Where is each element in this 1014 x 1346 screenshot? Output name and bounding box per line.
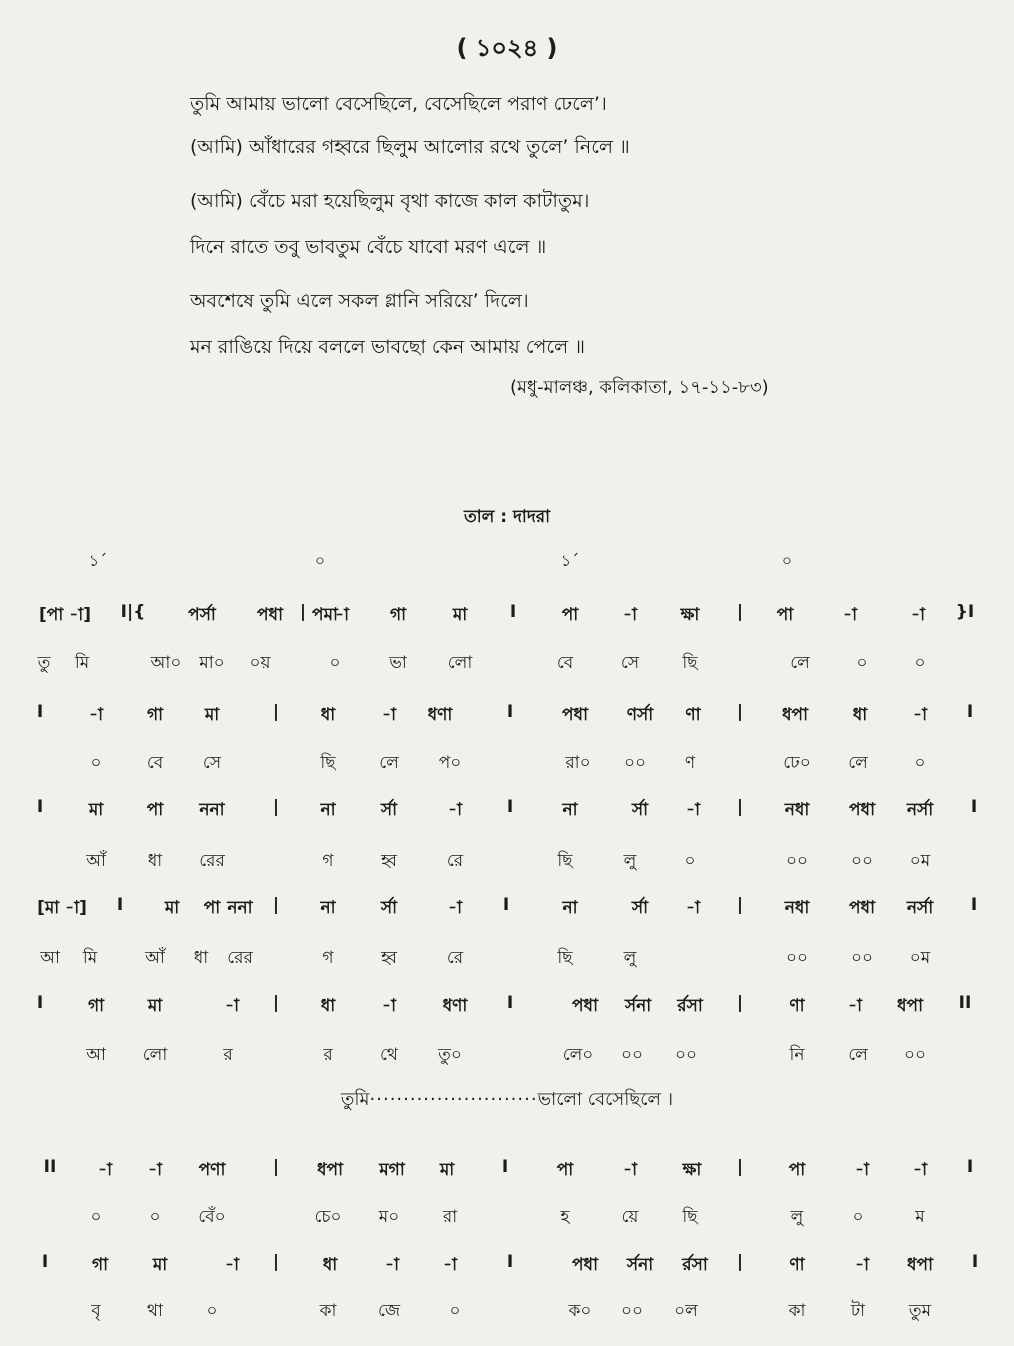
lyric-syllable: সে (202, 753, 222, 773)
sargam-note: I (36, 797, 44, 817)
lyric-syllable: বে (146, 753, 164, 773)
lyric-syllable: ০ (852, 1207, 864, 1227)
page-number: ( ১০২৪ ) (456, 34, 558, 62)
sargam-note: মা (147, 996, 163, 1016)
lyric-syllable: ০০ (620, 1301, 644, 1321)
sargam-note: -া (623, 605, 637, 625)
sargam-note: র্সা (380, 898, 398, 918)
sargam-note: | (272, 1157, 280, 1177)
lyric-row (0, 1298, 1014, 1328)
lyric-syllable: ক০ (568, 1301, 592, 1321)
sargam-note: -া (443, 1255, 457, 1275)
sargam-note: গা (87, 996, 105, 1016)
poem-line: অবশেষে তুমি এলে সকল গ্লানি সরিয়ে’ দিলে। (190, 290, 529, 312)
lyric-syllable: ০০ (850, 948, 874, 968)
lyric-syllable: মি (74, 653, 90, 673)
lyric-syllable: বৃ (91, 1301, 101, 1321)
lyric-syllable: জে (377, 1301, 401, 1321)
lyric-syllable: ণ (684, 753, 696, 773)
sargam-row (0, 1157, 1014, 1187)
sargam-note: I (41, 1252, 49, 1272)
lyric-syllable: লে০ (562, 1045, 594, 1065)
sargam-note: না (320, 800, 336, 820)
beat-marker: ১´ (560, 551, 580, 570)
sargam-note: I (36, 993, 44, 1013)
poem-line: মন রাঙিয়ে দিয়ে বললে ভাবছো কেন আমায় পেলে ॥ (190, 336, 585, 358)
lyric-row (0, 1204, 1014, 1234)
sargam-note: ধপা (907, 1255, 933, 1275)
sargam-note: -া (225, 996, 239, 1016)
sargam-note: -া (382, 996, 396, 1016)
sargam-note: -া (448, 898, 462, 918)
lyric-syllable: ০ (684, 851, 696, 871)
taal-heading: তাল : দাদরা (463, 507, 551, 527)
sargam-note: ধা (852, 705, 868, 725)
sargam-row (0, 602, 1014, 632)
sargam-note: I (970, 797, 978, 817)
sargam-note: I (506, 702, 514, 722)
poem-line: (আমি) বেঁচে মরা হয়েছিলুম বৃথা কাজে কাল কাটাতুম। (190, 190, 590, 212)
lyric-syllable: রে (446, 948, 464, 968)
sargam-note: [মা -া] (37, 898, 87, 918)
sargam-note: পা (561, 605, 579, 625)
sargam-note: -া (623, 1160, 637, 1180)
sargam-note: -া (855, 1255, 869, 1275)
sargam-note: -া (148, 1160, 162, 1180)
sargam-note: -া (335, 605, 349, 625)
lyric-syllable: ০ল (674, 1301, 698, 1321)
lyric-syllable: ছি (320, 753, 336, 773)
sargam-note: -া (855, 1160, 869, 1180)
sargam-note: [পা -া] (39, 605, 91, 625)
lyric-row (0, 945, 1014, 975)
sargam-note: | (736, 1157, 744, 1177)
lyric-syllable: ০০ (623, 753, 647, 773)
sargam-note: পমা (312, 605, 338, 625)
sargam-note: মগা (379, 1160, 405, 1180)
sargam-row (0, 797, 1014, 827)
sargam-note: II (958, 993, 972, 1013)
sargam-note: | (736, 602, 744, 622)
sargam-note: -া (686, 800, 700, 820)
lyric-syllable: ০০ (903, 1045, 927, 1065)
sargam-row (0, 993, 1014, 1023)
lyric-syllable: আঁ (145, 948, 165, 968)
lyric-syllable: লো (447, 653, 473, 673)
lyric-syllable: ০০ (850, 851, 874, 871)
sargam-note: ধপা (897, 996, 923, 1016)
sargam-note: ননা (199, 800, 225, 820)
poem-line: তুমি আমায় ভালো বেসেছিলে, বেসেছিলে পরাণ ঢেলে’। (190, 93, 607, 115)
sargam-note: পধা (849, 800, 875, 820)
sargam-note: I (971, 1252, 979, 1272)
sargam-note: মা (452, 605, 468, 625)
sargam-note: না (562, 898, 578, 918)
sargam-note: নধা (784, 800, 810, 820)
lyric-syllable: য়ে (621, 1207, 639, 1227)
sargam-note: -া (89, 705, 103, 725)
lyric-syllable: ভা (389, 653, 407, 673)
sargam-note: পণা (198, 1160, 226, 1180)
lyric-syllable: ছি (557, 851, 573, 871)
sargam-note: নধা (784, 898, 810, 918)
lyric-syllable: মি (82, 948, 98, 968)
sargam-note: মা (164, 898, 180, 918)
sargam-note: না (320, 898, 336, 918)
sargam-note: গা (146, 705, 164, 725)
lyric-syllable: ০য় (249, 653, 271, 673)
sargam-note: পধা (572, 1255, 598, 1275)
sargam-note: পধা (257, 605, 283, 625)
interlude-dots: ························· (369, 1089, 538, 1110)
lyric-syllable: রে (446, 851, 464, 871)
sargam-note: I (116, 895, 124, 915)
sargam-note: গা (389, 605, 407, 625)
lyric-syllable: ছি (557, 948, 573, 968)
lyric-syllable: ০ (449, 1301, 461, 1321)
sargam-note: ক্ষা (680, 605, 700, 625)
lyric-row (0, 1042, 1014, 1072)
sargam-note: I (506, 1252, 514, 1272)
lyric-syllable: ০ম (909, 948, 931, 968)
lyric-syllable: টা (850, 1301, 866, 1321)
lyric-syllable: হ (560, 1207, 570, 1227)
sargam-note: I (966, 702, 974, 722)
sargam-note: ধা (320, 705, 336, 725)
sargam-note: ধা (320, 996, 336, 1016)
sargam-note: পর্সা (188, 605, 216, 625)
lyric-syllable: ০০ (674, 1045, 698, 1065)
sargam-note: | (736, 1252, 744, 1272)
sargam-note: -া (225, 1255, 239, 1275)
lyric-syllable: লু (623, 851, 637, 871)
lyric-row (0, 750, 1014, 780)
lyric-row (0, 848, 1014, 878)
sargam-note: পধা (562, 705, 588, 725)
sargam-note: র্রসা (682, 1255, 708, 1275)
sargam-note: | (272, 993, 280, 1013)
lyric-syllable: আ (40, 948, 60, 968)
lyric-syllable: র (223, 1045, 233, 1065)
sargam-note: I (970, 895, 978, 915)
sargam-note: র্সনা (626, 1255, 654, 1275)
sargam-note: I (509, 602, 517, 622)
poem-line: (আমি) আঁধারের গহ্বরে ছিলুম আলোর রথে তুলে’ নিলে ॥ (190, 136, 630, 158)
lyric-syllable: রের (199, 851, 225, 871)
sargam-note: -া (686, 898, 700, 918)
lyric-syllable: ০০ (785, 948, 809, 968)
sargam-note: -া (382, 705, 396, 725)
beat-marker: ০ (314, 551, 326, 570)
sargam-row (0, 702, 1014, 732)
lyric-syllable: ০০ (785, 851, 809, 871)
lyric-syllable: র (323, 1045, 333, 1065)
lyric-syllable: লে (848, 753, 868, 773)
lyric-syllable: কা (788, 1301, 806, 1321)
sargam-note: I (966, 1157, 974, 1177)
sargam-note: II (43, 1157, 57, 1177)
lyric-syllable: ম (915, 1207, 925, 1227)
sargam-note: I (36, 702, 44, 722)
sargam-note: র্সা (631, 800, 649, 820)
sargam-note: পা (203, 898, 221, 918)
lyric-syllable: ০ (149, 1207, 161, 1227)
lyric-syllable: লু (623, 948, 637, 968)
sargam-note: ক্ষা (682, 1160, 702, 1180)
source-citation: (মধু-মালঞ্চ, কলিকাতা, ১৭-১১-৮৩) (510, 377, 769, 398)
lyric-syllable: নি (789, 1045, 805, 1065)
sargam-row (0, 1252, 1014, 1282)
lyric-syllable: তুম (908, 1301, 932, 1321)
lyric-syllable: রা (442, 1207, 458, 1227)
sargam-note: I|{ (120, 602, 146, 622)
sargam-note: ণা (789, 1255, 805, 1275)
interlude-end: ভালো বেসেছিলে । (537, 1089, 674, 1110)
sargam-note: পধা (572, 996, 598, 1016)
lyric-syllable: লো (142, 1045, 168, 1065)
sargam-note: I (506, 993, 514, 1013)
sargam-note: মা (88, 800, 104, 820)
sargam-note: -া (385, 1255, 399, 1275)
lyric-row (0, 650, 1014, 680)
sargam-note: ধপা (782, 705, 808, 725)
lyric-syllable: ০ম (909, 851, 931, 871)
sargam-note: মা (152, 1255, 168, 1275)
lyric-syllable: ম০ (378, 1207, 400, 1227)
interlude-start: তুমি (340, 1089, 370, 1110)
lyric-syllable: বে (556, 653, 574, 673)
sargam-note: পা (788, 1160, 806, 1180)
sargam-note: পা (776, 605, 794, 625)
sargam-note: | (736, 797, 744, 817)
lyric-syllable: রের (227, 948, 253, 968)
sargam-note: -া (448, 800, 462, 820)
sargam-note: -া (913, 1160, 927, 1180)
sargam-note: ধণা (442, 996, 468, 1016)
sargam-note: ধণা (427, 705, 453, 725)
sargam-note: পা (556, 1160, 574, 1180)
sargam-note: I (501, 1157, 509, 1177)
lyric-syllable: ০ (206, 1301, 218, 1321)
sargam-note: মা (439, 1160, 455, 1180)
lyric-syllable: লু (790, 1207, 804, 1227)
sargam-note: ণা (685, 705, 701, 725)
sargam-note: -া (913, 705, 927, 725)
sargam-note: I (502, 895, 510, 915)
lyric-syllable: সে (620, 653, 640, 673)
sargam-note: ধা (322, 1255, 338, 1275)
lyric-syllable: লে (379, 753, 399, 773)
lyric-syllable: মা০ (199, 653, 225, 673)
sargam-note: ণা (789, 996, 805, 1016)
sargam-note: -া (848, 996, 862, 1016)
sargam-note: | (736, 993, 744, 1013)
lyric-syllable: রা০ (565, 753, 591, 773)
lyric-syllable: আ (86, 1045, 106, 1065)
lyric-syllable: ০০ (620, 1045, 644, 1065)
sargam-note: -া (843, 605, 857, 625)
sargam-note: | (272, 797, 280, 817)
lyric-syllable: ০ (856, 653, 868, 673)
sargam-note: র্রসা (677, 996, 703, 1016)
interlude-line (0, 1085, 1014, 1116)
sargam-note: | (736, 702, 744, 722)
lyric-syllable: ০ (90, 753, 102, 773)
lyric-syllable: ০ (90, 1207, 102, 1227)
lyric-syllable: ঢে০ (783, 753, 811, 773)
lyric-syllable: থা (147, 1301, 163, 1321)
sargam-note: -া (911, 605, 925, 625)
beat-marker: ০ (781, 551, 793, 570)
lyric-syllable: থে (380, 1045, 398, 1065)
lyric-syllable: ছি (682, 1207, 698, 1227)
sargam-note: | (299, 602, 307, 622)
poem-line: দিনে রাতে তবু ভাবতুম বেঁচে যাবো মরণ এলে ॥ (190, 236, 547, 258)
lyric-syllable: লে (848, 1045, 868, 1065)
sargam-note: পা (146, 800, 164, 820)
lyric-syllable: বেঁ০ (198, 1207, 226, 1227)
sargam-note: নর্সা (906, 800, 934, 820)
sargam-note: ণর্সা (626, 705, 654, 725)
lyric-syllable: কা (319, 1301, 337, 1321)
lyric-syllable: চে০ (314, 1207, 342, 1227)
sargam-note: ধপা (317, 1160, 343, 1180)
sargam-note: র্সনা (624, 996, 652, 1016)
lyric-syllable: আঁ (86, 851, 106, 871)
sargam-note: | (272, 1252, 280, 1272)
sargam-note: | (272, 702, 280, 722)
sargam-note: র্সা (631, 898, 649, 918)
lyric-syllable: ধা (193, 948, 209, 968)
lyric-syllable: ধা (147, 851, 163, 871)
lyric-syllable: হ্ব (381, 948, 397, 968)
lyric-syllable: গ (322, 851, 334, 871)
sargam-note: নর্সা (906, 898, 934, 918)
sargam-note: গা (91, 1255, 109, 1275)
lyric-syllable: আ০ (150, 653, 182, 673)
lyric-syllable: হ্ব (381, 851, 397, 871)
sargam-note: I (506, 797, 514, 817)
sargam-note: | (272, 895, 280, 915)
lyric-syllable: লে (790, 653, 810, 673)
lyric-syllable: তু০ (438, 1045, 462, 1065)
lyric-syllable: ০ (914, 653, 926, 673)
sargam-note: মা (204, 705, 220, 725)
sargam-note: | (736, 895, 744, 915)
lyric-syllable: ০ (329, 653, 341, 673)
sargam-note: না (562, 800, 578, 820)
lyric-syllable: ০ (914, 753, 926, 773)
sargam-note: পধা (849, 898, 875, 918)
sargam-note: র্সা (380, 800, 398, 820)
lyric-syllable: প০ (438, 753, 462, 773)
sargam-row (0, 895, 1014, 925)
sargam-note: -া (98, 1160, 112, 1180)
sargam-note: ননা (227, 898, 253, 918)
lyric-syllable: তু (37, 653, 51, 673)
lyric-syllable: গ (322, 948, 334, 968)
lyric-syllable: ছি (682, 653, 698, 673)
sargam-note: }I (955, 602, 975, 622)
beat-marker: ১´ (88, 551, 108, 570)
